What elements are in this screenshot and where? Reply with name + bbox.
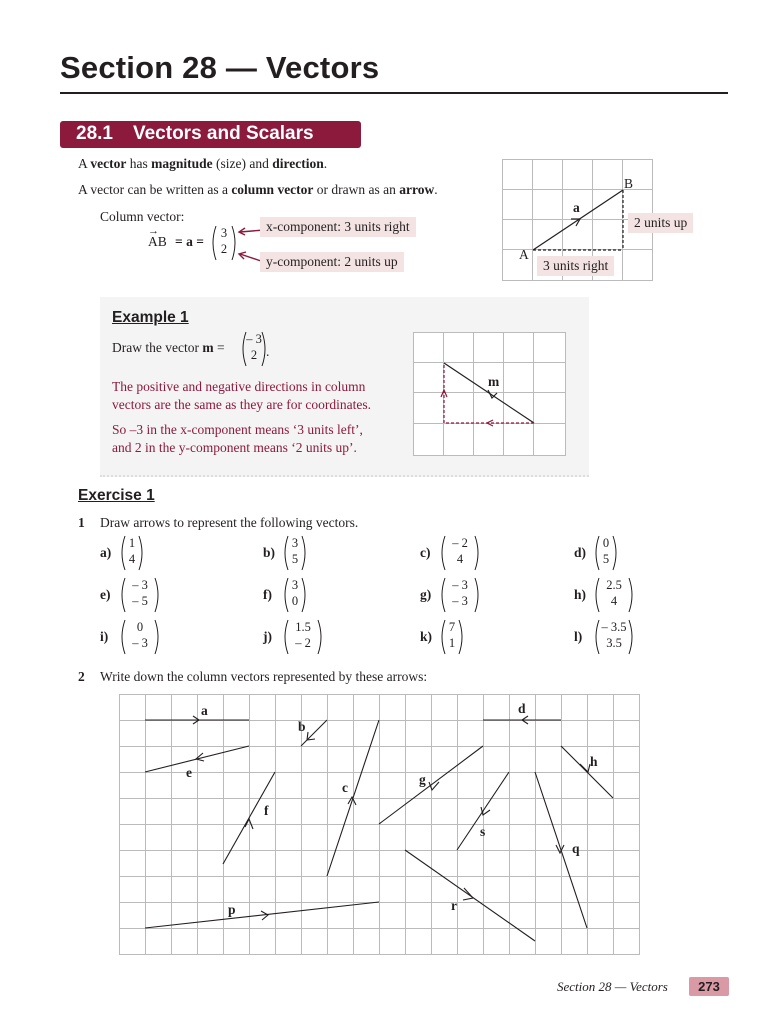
q1-item-vector: – 3 – 5: [120, 577, 160, 613]
q2-arrow-label: g: [419, 772, 426, 787]
q2-arrow-label: r: [451, 898, 457, 913]
q1-item-vector: 7 1: [440, 619, 464, 655]
q2-arrow-label: s: [480, 824, 486, 839]
exercise-heading: Exercise 1: [78, 487, 155, 504]
question-1-number: 1: [78, 515, 85, 530]
q1-item-vector: 0 – 3: [120, 619, 160, 655]
example-vector-m-label: m: [488, 374, 500, 389]
q2-arrow-label: a: [201, 703, 208, 718]
q2-arrow-label: d: [518, 701, 526, 716]
q1-item-vector: – 3 – 3: [440, 577, 480, 613]
q1-item-label: l): [574, 629, 583, 644]
ab-column-vector: 3 2: [211, 225, 237, 261]
arrow-p: [145, 902, 379, 928]
q1-item-vector: 1.5 – 2: [283, 619, 323, 655]
column-vector-label: Column vector:: [100, 209, 185, 224]
example-vector: – 3 2: [241, 331, 267, 367]
q1-item-label: k): [420, 629, 433, 644]
question-2-number: 2: [78, 669, 85, 684]
note-1-line-2: vectors are the same as they are for coordinates.: [112, 397, 372, 412]
ab-vector-label: AB →: [148, 225, 167, 249]
q2-arrow-label: h: [590, 754, 598, 769]
y-component-note: y-component: 2 units up: [260, 252, 404, 272]
note-1-line-1: The positive and negative directions in column: [112, 379, 366, 394]
q2-arrow-label: b: [298, 719, 306, 734]
intro-line-2: A vector can be written as a column vector or drawn as an arrow.: [78, 182, 438, 197]
section-number: 28.1: [76, 123, 113, 144]
q1-item-label: i): [100, 629, 109, 644]
example-grid: [413, 332, 566, 456]
page-number: 273: [689, 977, 729, 996]
q1-item-label: g): [420, 587, 432, 602]
note-2-line-1: So –3 in the x-component means ‘3 units left’,: [112, 422, 363, 437]
arrow-r: [405, 850, 535, 941]
vector-a-label: a: [573, 200, 580, 215]
section-heading: [60, 121, 361, 148]
example-period: .: [266, 344, 270, 359]
x-component-note: x-component: 3 units right: [260, 217, 416, 237]
up-label: 2 units up: [628, 213, 693, 233]
q2-arrow-label: f: [264, 803, 269, 818]
right-label: 3 units right: [537, 256, 614, 276]
q2-arrow-label: c: [342, 780, 348, 795]
q1-item-label: j): [263, 629, 272, 644]
q1-item-vector: 2.5 4: [594, 577, 634, 613]
example-heading: Example 1: [112, 309, 189, 326]
q1-item-label: e): [100, 587, 111, 602]
q1-item-vector: – 3.5 3.5: [594, 619, 634, 655]
section-title: Vectors and Scalars: [132, 123, 314, 144]
q2-arrow-label: p: [228, 902, 236, 917]
page-title: Section 28 — Vectors: [60, 50, 380, 85]
question-1-text: Draw arrows to represent the following vectors.: [100, 515, 359, 530]
point-b-label: B: [624, 176, 634, 191]
q2-arrow-label: q: [572, 841, 580, 856]
q1-item-label: b): [263, 545, 276, 560]
intro-line-1: A vector has magnitude (size) and direction.: [78, 156, 328, 171]
q1-item-label: a): [100, 545, 112, 560]
point-a-label: A: [519, 247, 529, 262]
q1-item-label: d): [574, 545, 587, 560]
q1-item-label: c): [420, 545, 431, 560]
q1-item-vector: 1 4: [120, 535, 144, 571]
q1-item-label: h): [574, 587, 587, 602]
q1-item-vector: – 2 4: [440, 535, 480, 571]
q1-item-vector: 0 5: [594, 535, 618, 571]
footer-section-text: Section 28 — Vectors: [557, 979, 668, 994]
title-rule: [60, 92, 728, 94]
question-2-text: Write down the column vectors represented by these arrows:: [100, 669, 428, 684]
example-prompt: Draw the vector m =: [112, 340, 225, 355]
q1-item-vector: 3 0: [283, 577, 307, 613]
note-2-line-2: and 2 in the y-component means ‘2 units up’.: [112, 440, 357, 455]
q2-arrow-label: e: [186, 765, 192, 780]
q1-item-label: f): [263, 587, 272, 602]
q1-item-vector: 3 5: [283, 535, 307, 571]
question-2-grid: [119, 694, 642, 956]
equation-mid: = a =: [175, 234, 204, 249]
